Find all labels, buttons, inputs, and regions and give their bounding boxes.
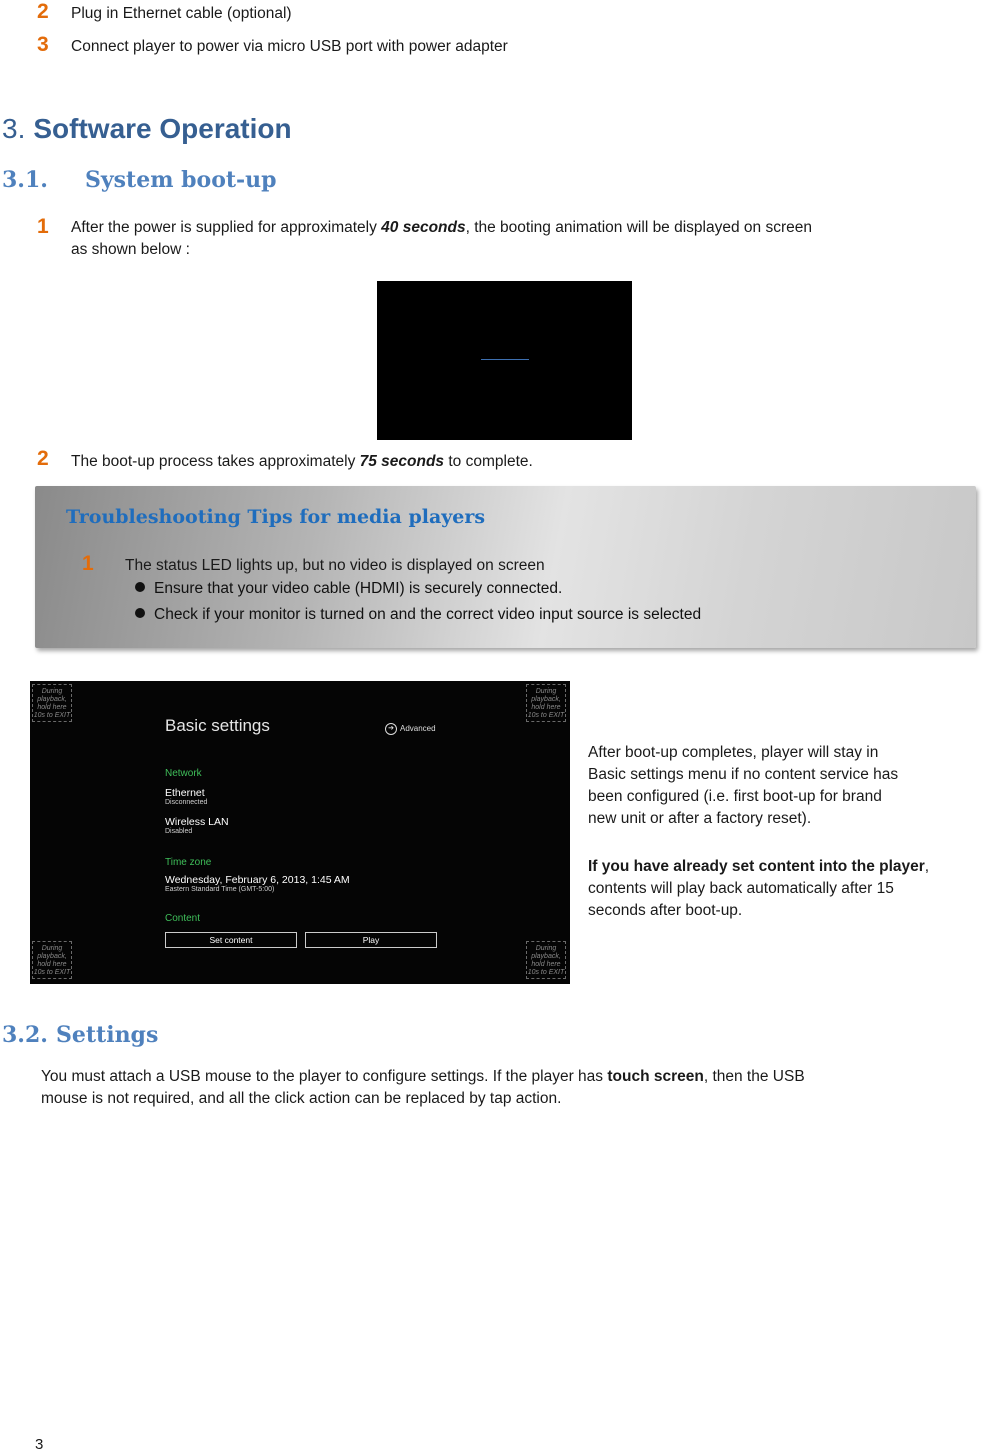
troubleshooting-tips-box — [35, 486, 976, 648]
step-number: 2 — [37, 447, 49, 470]
boot-step-text — [71, 217, 991, 261]
subsection-title: System boot-up — [85, 167, 277, 193]
set-content-button: Set content — [165, 932, 297, 948]
tip-bullet — [135, 606, 701, 624]
play-button: Play — [305, 932, 437, 948]
emphasis: 75 seconds — [359, 453, 445, 470]
text-run: You must attach a USB mouse to the player to configure settings. If the player has — [41, 1068, 608, 1085]
wireless-lan-status: Disabled — [165, 828, 193, 835]
basic-settings-screenshot — [30, 681, 570, 984]
section-number: 3. — [2, 113, 26, 144]
text-line: new unit or after a factory reset). — [588, 810, 812, 827]
auto-play-description — [588, 856, 988, 922]
tip-bullet — [135, 580, 562, 598]
timezone-value: Eastern Standard Time (GMT-5:00) — [165, 886, 275, 893]
subsection-title: Settings — [56, 1022, 159, 1048]
text-run: mouse is not required, and all the click action can be replaced by tap action. — [41, 1090, 562, 1107]
section-title: Software Operation — [33, 113, 292, 144]
exit-hotspot-bottom-right: During playback, hold here 10s to EXIT — [526, 941, 566, 979]
subsection-number: 3.2. — [2, 1022, 48, 1048]
step-text: Connect player to power via micro USB port with power adapter — [71, 38, 508, 55]
emphasis: If you have already set content into the player — [588, 858, 925, 875]
tip-number: 1 — [82, 552, 94, 575]
boot-complete-description — [588, 742, 988, 830]
bullet-icon — [135, 608, 145, 618]
step-number: 2 — [37, 0, 49, 23]
tip-text: The status LED lights up, but no video is displayed on screen — [125, 557, 545, 574]
emphasis: 40 seconds — [381, 219, 466, 236]
text-line: seconds after boot-up. — [588, 902, 743, 919]
boot-step-text — [71, 451, 533, 473]
text-line: been configured (i.e. first boot-up for brand — [588, 788, 882, 805]
content-label: Content — [165, 913, 201, 924]
bullet-text: Ensure that your video cable (HDMI) is securely connected. — [154, 580, 563, 597]
step-text: Plug in Ethernet cable (optional) — [71, 5, 292, 22]
exit-hotspot-bottom-left: During playback, hold here 10s to EXIT — [32, 941, 72, 979]
text-line: After boot-up completes, player will stay in — [588, 744, 879, 761]
boot-progress-bar — [481, 359, 529, 360]
text-line: Basic settings menu if no content service has — [588, 766, 899, 783]
tips-title: Troubleshooting Tips for media players — [66, 506, 486, 528]
step-number: 3 — [37, 33, 49, 56]
text-run: , — [924, 858, 930, 875]
page-number: 3 — [35, 1436, 44, 1453]
exit-hotspot-top-right: During playback, hold here 10s to EXIT — [526, 684, 566, 722]
bullet-text: Check if your monitor is turned on and the correct video input source is selected — [154, 606, 702, 623]
advanced-button — [385, 723, 436, 735]
bullet-icon — [135, 582, 145, 592]
ethernet-item: Ethernet — [165, 787, 205, 799]
section-heading — [2, 113, 292, 145]
advanced-label: Advanced — [400, 724, 436, 734]
text-run: , then the USB — [703, 1068, 805, 1085]
settings-paragraph — [41, 1066, 986, 1110]
ethernet-status: Disconnected — [165, 799, 208, 806]
subsection-number: 3.1. — [2, 167, 48, 193]
network-label: Network — [165, 768, 202, 779]
text-line: contents will play back automatically after 15 — [588, 880, 894, 897]
wireless-lan-item: Wireless LAN — [165, 816, 229, 828]
text-run: to complete. — [444, 453, 533, 470]
boot-animation-screenshot — [377, 281, 632, 440]
exit-hotspot-top-left: During playback, hold here 10s to EXIT — [32, 684, 72, 722]
text-run: The boot-up process takes approximately — [71, 453, 360, 470]
timezone-label: Time zone — [165, 857, 212, 868]
emphasis: touch screen — [607, 1068, 704, 1085]
text-run: as shown below : — [71, 241, 190, 258]
datetime-item: Wednesday, February 6, 2013, 1:45 AM — [165, 874, 350, 886]
text-run: , the booting animation will be displayed on screen — [465, 219, 812, 236]
text-run: After the power is supplied for approximately — [71, 219, 382, 236]
settings-title: Basic settings — [165, 716, 270, 735]
step-number: 1 — [37, 215, 49, 238]
arrow-right-icon: ➔ — [385, 723, 397, 735]
